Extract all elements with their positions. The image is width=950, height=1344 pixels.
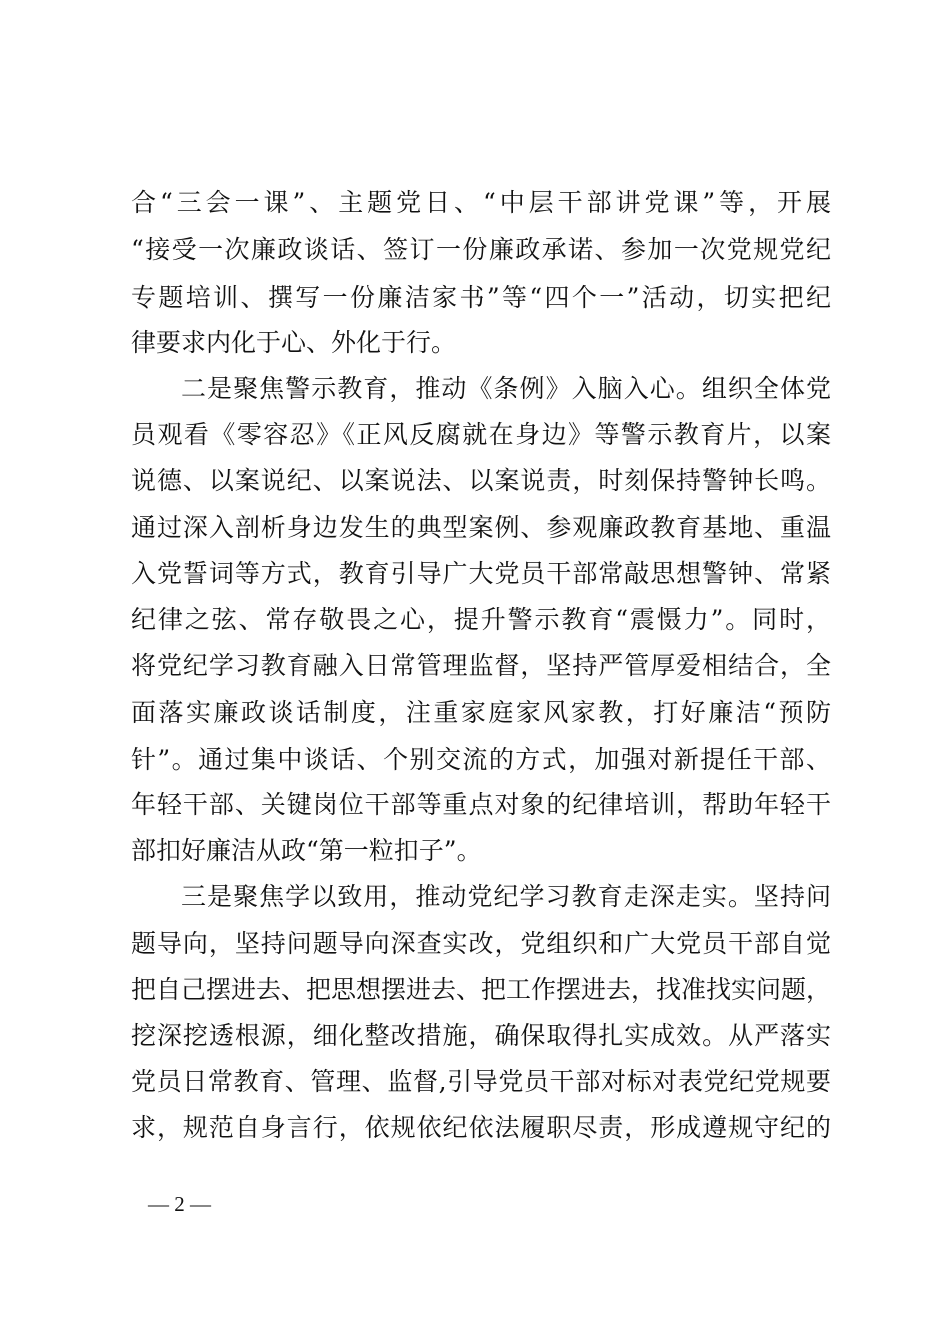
text-line: 将党纪学习教育融入日常管理监督，坚持严管厚爱相结合，全	[131, 651, 831, 680]
text-line: 部扣好廉洁从政“第一粒扣子”。	[131, 836, 482, 865]
text-line: 纪律之弦、常存敬畏之心，提升警示教育“震慑力”。同时，	[131, 605, 831, 634]
text-line: “接受一次廉政谈话、签订一份廉政承诺、参加一次党规党纪	[131, 235, 831, 264]
text-line: 挖深挖透根源，细化整改措施，确保取得扎实成效。从严落实	[131, 1021, 831, 1050]
text-line: 题导向，坚持问题导向深查实改，党组织和广大党员干部自觉	[131, 929, 831, 958]
text-line: 年轻干部、关键岗位干部等重点对象的纪律培训，帮助年轻干	[131, 790, 831, 819]
text-line: 入党誓词等方式，教育引导广大党员干部常敲思想警钟、常紧	[131, 559, 831, 588]
page-number: — 2 —	[148, 1192, 211, 1216]
text-line: 律要求内化于心、外化于行。	[131, 328, 457, 357]
text-line: 专题培训、撰写一份廉洁家书”等“四个一”活动，切实把纪	[131, 283, 831, 312]
text-line: 把自己摆进去、把思想摆进去、把工作摆进去，找准找实问题，	[131, 975, 832, 1004]
text-line: 求，规范自身言行，依规依纪依法履职尽责，形成遵规守纪的	[131, 1113, 831, 1142]
text-line: 党员日常教育、管理、监督,引导党员干部对标对表党纪党规要	[131, 1067, 831, 1096]
text-line: 员观看《零容忍》《正风反腐就在身边》等警示教育片，以案	[131, 420, 831, 449]
text-line: 合“三会一课”、主题党日、“中层干部讲党课”等，开展	[131, 188, 831, 217]
text-line: 面落实廉政谈话制度，注重家庭家风家教，打好廉洁“预防	[131, 698, 831, 727]
paragraph-first-line: 二是聚焦警示教育，推动《条例》入脑入心。组织全体党	[181, 374, 831, 403]
text-line: 说德、以案说纪、以案说法、以案说责，时刻保持警钟长鸣。	[131, 466, 831, 495]
text-line: 针”。通过集中谈话、个别交流的方式，加强对新提任干部、	[131, 745, 831, 774]
paragraph-first-line: 三是聚焦学以致用，推动党纪学习教育走深走实。坚持问	[181, 882, 831, 911]
text-line: 通过深入剖析身边发生的典型案例、参观廉政教育基地、重温	[131, 513, 831, 542]
